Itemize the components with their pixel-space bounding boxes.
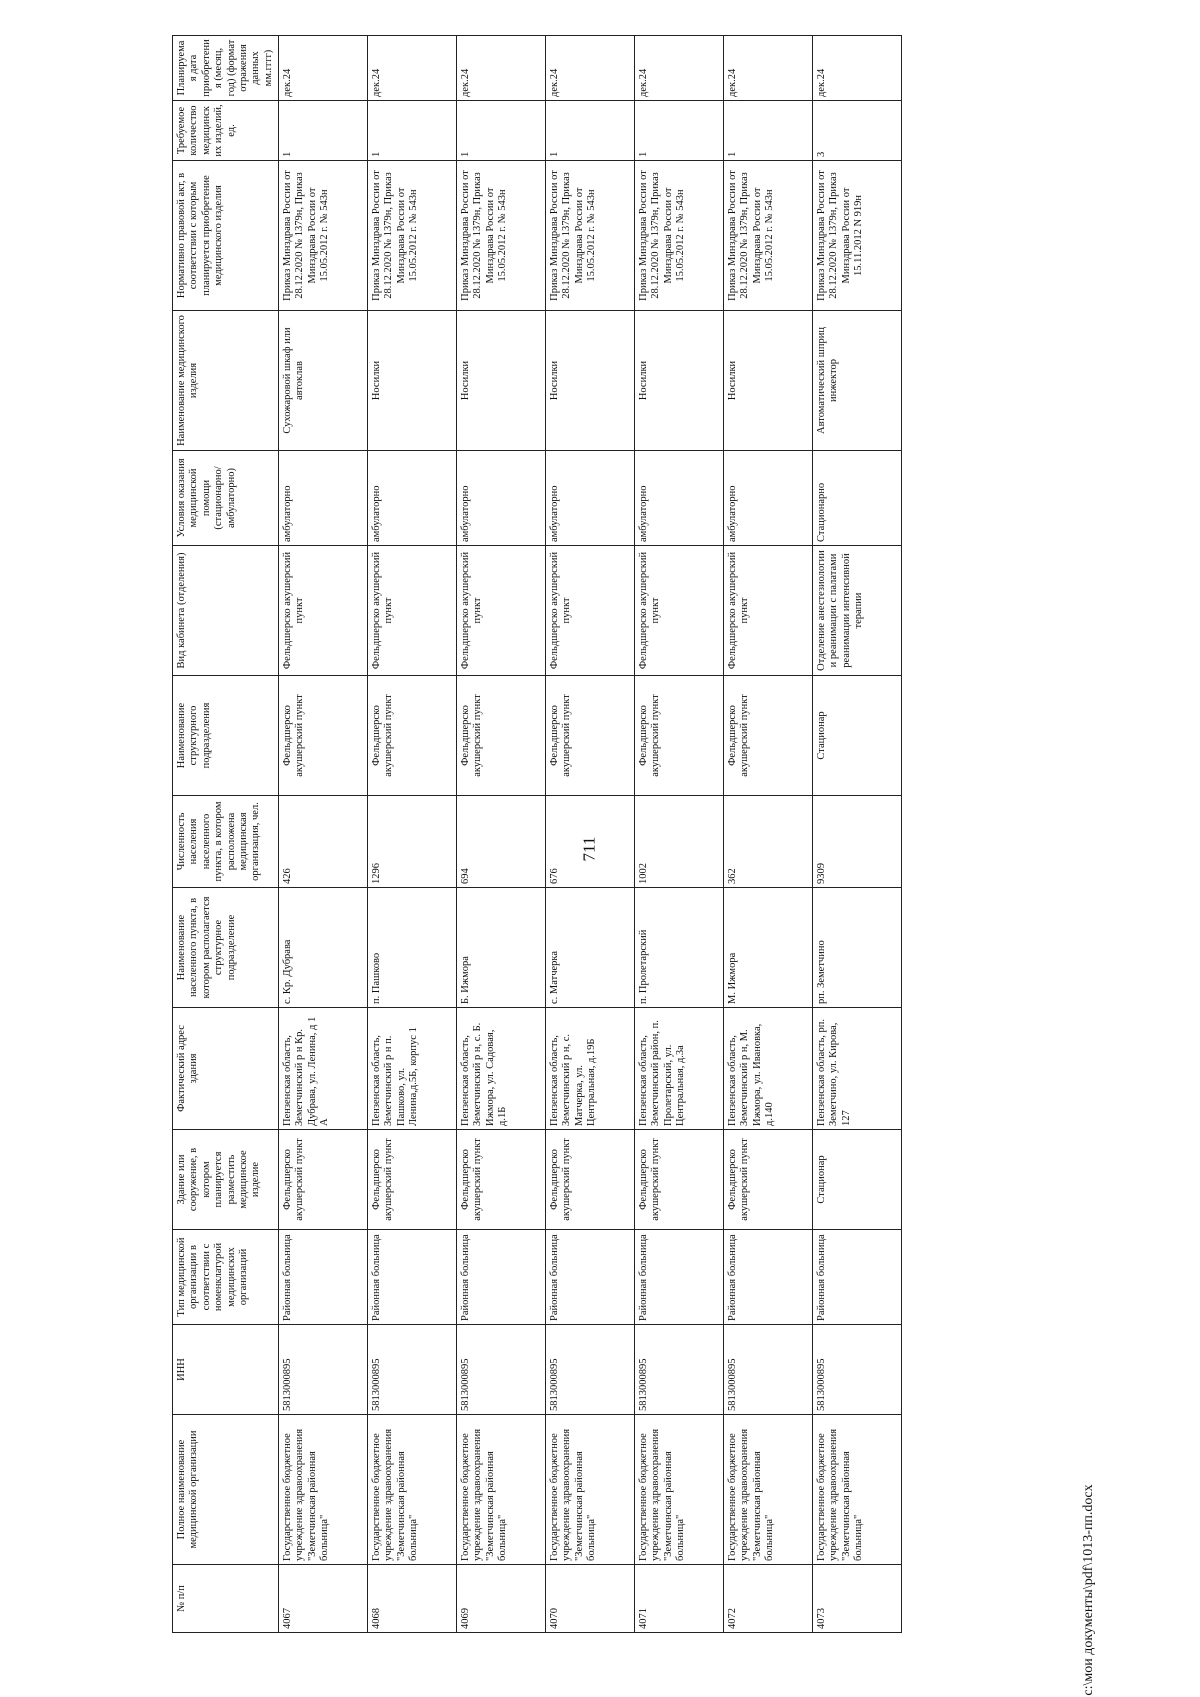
table-cell: 5813000895: [813, 1325, 902, 1415]
table-cell: Приказ Минздрава России от 28.12.2020 № 1379н, Приказ Минздрава России от 15.05.2012 г. № 543н: [635, 161, 724, 311]
table-cell: Носилки: [724, 311, 813, 451]
table-cell: Районная больница: [546, 1230, 635, 1325]
column-header: Нормативно правовой акт, в соответствии с которым планируется приобретение медицинского изделия: [173, 161, 279, 311]
table-cell: 4071: [635, 1565, 724, 1633]
table-cell: 4073: [813, 1565, 902, 1633]
table-cell: 3: [813, 101, 902, 161]
table-cell: Носилки: [546, 311, 635, 451]
table-cell: амбулаторно: [635, 451, 724, 546]
table-cell: Фельдшерско акушерский пункт: [457, 676, 546, 796]
table-cell: Приказ Минздрава России от 28.12.2020 № 1379н, Приказ Минздрава России от 15.05.2012 г. № 543н: [457, 161, 546, 311]
table-cell: 426: [279, 796, 368, 888]
table-cell: Районная больница: [635, 1230, 724, 1325]
table-cell: Государственное бюджетное учреждение здравоохранения "Земетчинская районная больница": [635, 1415, 724, 1565]
table-cell: Фельдшерско акушерский пункт: [546, 1130, 635, 1230]
table-cell: Государственное бюджетное учреждение здравоохранения "Земетчинская районная больница": [368, 1415, 457, 1565]
table-cell: Фельдшерско акушерский пункт: [368, 676, 457, 796]
table-cell: Приказ Минздрава России от 28.12.2020 № 1379н, Приказ Минздрава России от 15.05.2012 г. № 543н: [368, 161, 457, 311]
table-cell: 5813000895: [457, 1325, 546, 1415]
footer-path: c:\мои документы\pdf\1013-пп.docx: [1081, 1484, 1096, 1696]
table-cell: Приказ Минздрава России от 28.12.2020 № 1379н, Приказ Минздрава России от 15.05.2012 г. № 543н: [724, 161, 813, 311]
table-cell: Фельдшерско акушерский пункт: [368, 546, 457, 676]
table-cell: Фельдшерско акушерский пункт: [279, 676, 368, 796]
table-cell: Фельдшерско акушерский пункт: [457, 546, 546, 676]
table-row: [635, 36, 724, 1633]
table-cell: амбулаторно: [724, 451, 813, 546]
table-cell: Пензенская область, Земетчинский р н, с. Матчерка, ул. Центральная, д.19Б: [546, 1008, 635, 1130]
table-cell: дек.24: [457, 36, 546, 101]
table-cell: Государственное бюджетное учреждение здравоохранения "Земетчинская районная больница": [813, 1415, 902, 1565]
table-cell: 1: [724, 101, 813, 161]
table-cell: 1002: [635, 796, 724, 888]
page-number-text: 711: [579, 836, 598, 861]
table-cell: Приказ Минздрава России от 28.12.2020 № 1379н, Приказ Минздрава России от 15.05.2012 г. № 543н: [279, 161, 368, 311]
table-cell: 4069: [457, 1565, 546, 1633]
table-cell: с. Матчерка: [546, 888, 635, 1008]
table-cell: Автоматический шприц инжектор: [813, 311, 902, 451]
table-cell: Районная больница: [457, 1230, 546, 1325]
column-header: Численность населения населенного пункта, в котором расположена медицинская организация, чел.: [173, 796, 279, 888]
table-cell: дек.24: [813, 36, 902, 101]
table-cell: 1: [546, 101, 635, 161]
table-row: [813, 36, 902, 1633]
column-header: Наименование структурного подразделения: [173, 676, 279, 796]
table-body: [279, 36, 902, 1633]
table-cell: Фельдшерско акушерский пункт: [279, 1130, 368, 1230]
column-header: Условия оказания медицинской помощи (стационарно/ амбулаторно): [173, 451, 279, 546]
table-cell: 1: [635, 101, 724, 161]
column-header: Тип медицинской организации в соответствии с номенклатурой медицинских организаций: [173, 1230, 279, 1325]
table-cell: Районная больница: [368, 1230, 457, 1325]
table-cell: Фельдшерско акушерский пункт: [724, 1130, 813, 1230]
table-cell: 4067: [279, 1565, 368, 1633]
table-cell: Фельдшерско акушерский пункт: [724, 676, 813, 796]
table-cell: 1: [368, 101, 457, 161]
table-cell: Сухожаровой шкаф или автоклав: [279, 311, 368, 451]
table-cell: амбулаторно: [546, 451, 635, 546]
table-cell: Фельдшерско акушерский пункт: [279, 546, 368, 676]
table-cell: 676: [546, 796, 635, 888]
table-cell: дек.24: [368, 36, 457, 101]
table-cell: 5813000895: [724, 1325, 813, 1415]
table-cell: Государственное бюджетное учреждение здравоохранения "Земетчинская районная больница": [457, 1415, 546, 1565]
column-header: Полное наименование медицинской организации: [173, 1415, 279, 1565]
column-header: Наименование медицинского изделия: [173, 311, 279, 451]
table-cell: М. Ижмора: [724, 888, 813, 1008]
table-cell: Пензенская область, Земетчинский р н Кр. Дубрава, ул. Ленина, д 1 А: [279, 1008, 368, 1130]
table-cell: Носилки: [635, 311, 724, 451]
column-header: Вид кабинета (отделения): [173, 546, 279, 676]
table-header: [173, 36, 279, 1633]
table-cell: 4072: [724, 1565, 813, 1633]
table-cell: 4070: [546, 1565, 635, 1633]
table-cell: 5813000895: [546, 1325, 635, 1415]
table-cell: 4068: [368, 1565, 457, 1633]
table-cell: 5813000895: [279, 1325, 368, 1415]
column-header: ИНН: [173, 1325, 279, 1415]
table-cell: 694: [457, 796, 546, 888]
table-cell: Фельдшерско акушерский пункт: [546, 676, 635, 796]
table-cell: Пензенская область, Земетчинский р н п. Пашково, ул. Ленина,д.5Б, корпус 1: [368, 1008, 457, 1130]
table-cell: Фельдшерско акушерский пункт: [724, 546, 813, 676]
table-cell: 362: [724, 796, 813, 888]
table-cell: Государственное бюджетное учреждение здравоохранения "Земетчинская районная больница": [724, 1415, 813, 1565]
table-cell: Фельдшерско акушерский пункт: [635, 546, 724, 676]
table-cell: с. Кр. Дубрава: [279, 888, 368, 1008]
table-cell: Фельдшерско акушерский пункт: [368, 1130, 457, 1230]
table-row: [368, 36, 457, 1633]
table-cell: Государственное бюджетное учреждение здравоохранения "Земетчинская районная больница": [279, 1415, 368, 1565]
table-cell: Приказ Минздрава России от 28.12.2020 № 1379н, Приказ Минздрава России от 15.05.2012 г. № 543н: [546, 161, 635, 311]
document-table-rotated: [172, 36, 1032, 1633]
table-cell: дек.24: [279, 36, 368, 101]
header-row: [173, 36, 279, 1633]
table-row: [457, 36, 546, 1633]
table-cell: 5813000895: [635, 1325, 724, 1415]
table-cell: Носилки: [457, 311, 546, 451]
table-cell: Носилки: [368, 311, 457, 451]
table-cell: Стационарно: [813, 451, 902, 546]
table-cell: 5813000895: [368, 1325, 457, 1415]
table-cell: Районная больница: [279, 1230, 368, 1325]
table-cell: Фельдшерско акушерский пункт: [635, 676, 724, 796]
table-cell: дек.24: [546, 36, 635, 101]
table-cell: Пензенская область, рп. Земетчино, ул. Кирова, 127: [813, 1008, 902, 1130]
table-cell: 1296: [368, 796, 457, 888]
table-cell: амбулаторно: [279, 451, 368, 546]
table-cell: 1: [279, 101, 368, 161]
table-cell: Б. Ижмора: [457, 888, 546, 1008]
table-cell: Стационар: [813, 676, 902, 796]
table-cell: Пензенская область, Земетчинский р н, М. Ижмора, ул. Ивановка, д.140: [724, 1008, 813, 1130]
table-cell: Фельдшерско акушерский пункт: [635, 1130, 724, 1230]
table-cell: 1: [457, 101, 546, 161]
column-header: Фактический адрес здания: [173, 1008, 279, 1130]
table-cell: Пензенская область, Земетчинский район, п. Пролетарский, ул. Центральная, д.3а: [635, 1008, 724, 1130]
column-header: Наименование населенного пункта, в котором располагается структурное подразделение: [173, 888, 279, 1008]
table-cell: Государственное бюджетное учреждение здравоохранения "Земетчинская районная больница": [546, 1415, 635, 1565]
table-cell: Районная больница: [813, 1230, 902, 1325]
table-cell: Фельдшерско акушерский пункт: [546, 546, 635, 676]
table-row: [279, 36, 368, 1633]
table-row: [546, 36, 635, 1633]
table-cell: амбулаторно: [368, 451, 457, 546]
table-cell: Отделение анестезиологии и реанимации с палатами реанимации интенсивной терапии: [813, 546, 902, 676]
table-cell: дек.24: [635, 36, 724, 101]
table-cell: дек.24: [724, 36, 813, 101]
table-cell: 9309: [813, 796, 902, 888]
table-cell: Стационар: [813, 1130, 902, 1230]
column-header: Планируемая дата приобретения (месяц, год) (формат отражения данных мм.гггг): [173, 36, 279, 101]
column-header: Здание или сооружение, в котором планируется разместить медицинское изделие: [173, 1130, 279, 1230]
table-cell: п. Пашково: [368, 888, 457, 1008]
table-cell: Районная больница: [724, 1230, 813, 1325]
column-header: Требуемое количество медицинских изделий, ед.: [173, 101, 279, 161]
table-cell: Приказ Минздрава России от 28.12.2020 № 1379н, Приказ Минздрава России от 15.11.2012 N 919н: [813, 161, 902, 311]
table-cell: рп. Земетчино: [813, 888, 902, 1008]
medical-devices-table: [172, 35, 902, 1633]
table-cell: Пензенская область, Земетчинский р н, с. Б. Ижмора, ул. Садовая, д.1Б: [457, 1008, 546, 1130]
table-cell: п. Пролетарский: [635, 888, 724, 1008]
column-header: № п/п: [173, 1565, 279, 1633]
footer: [1077, 0, 1101, 1697]
table-cell: амбулаторно: [457, 451, 546, 546]
table-row: [724, 36, 813, 1633]
table-cell: Фельдшерско акушерский пункт: [457, 1130, 546, 1230]
